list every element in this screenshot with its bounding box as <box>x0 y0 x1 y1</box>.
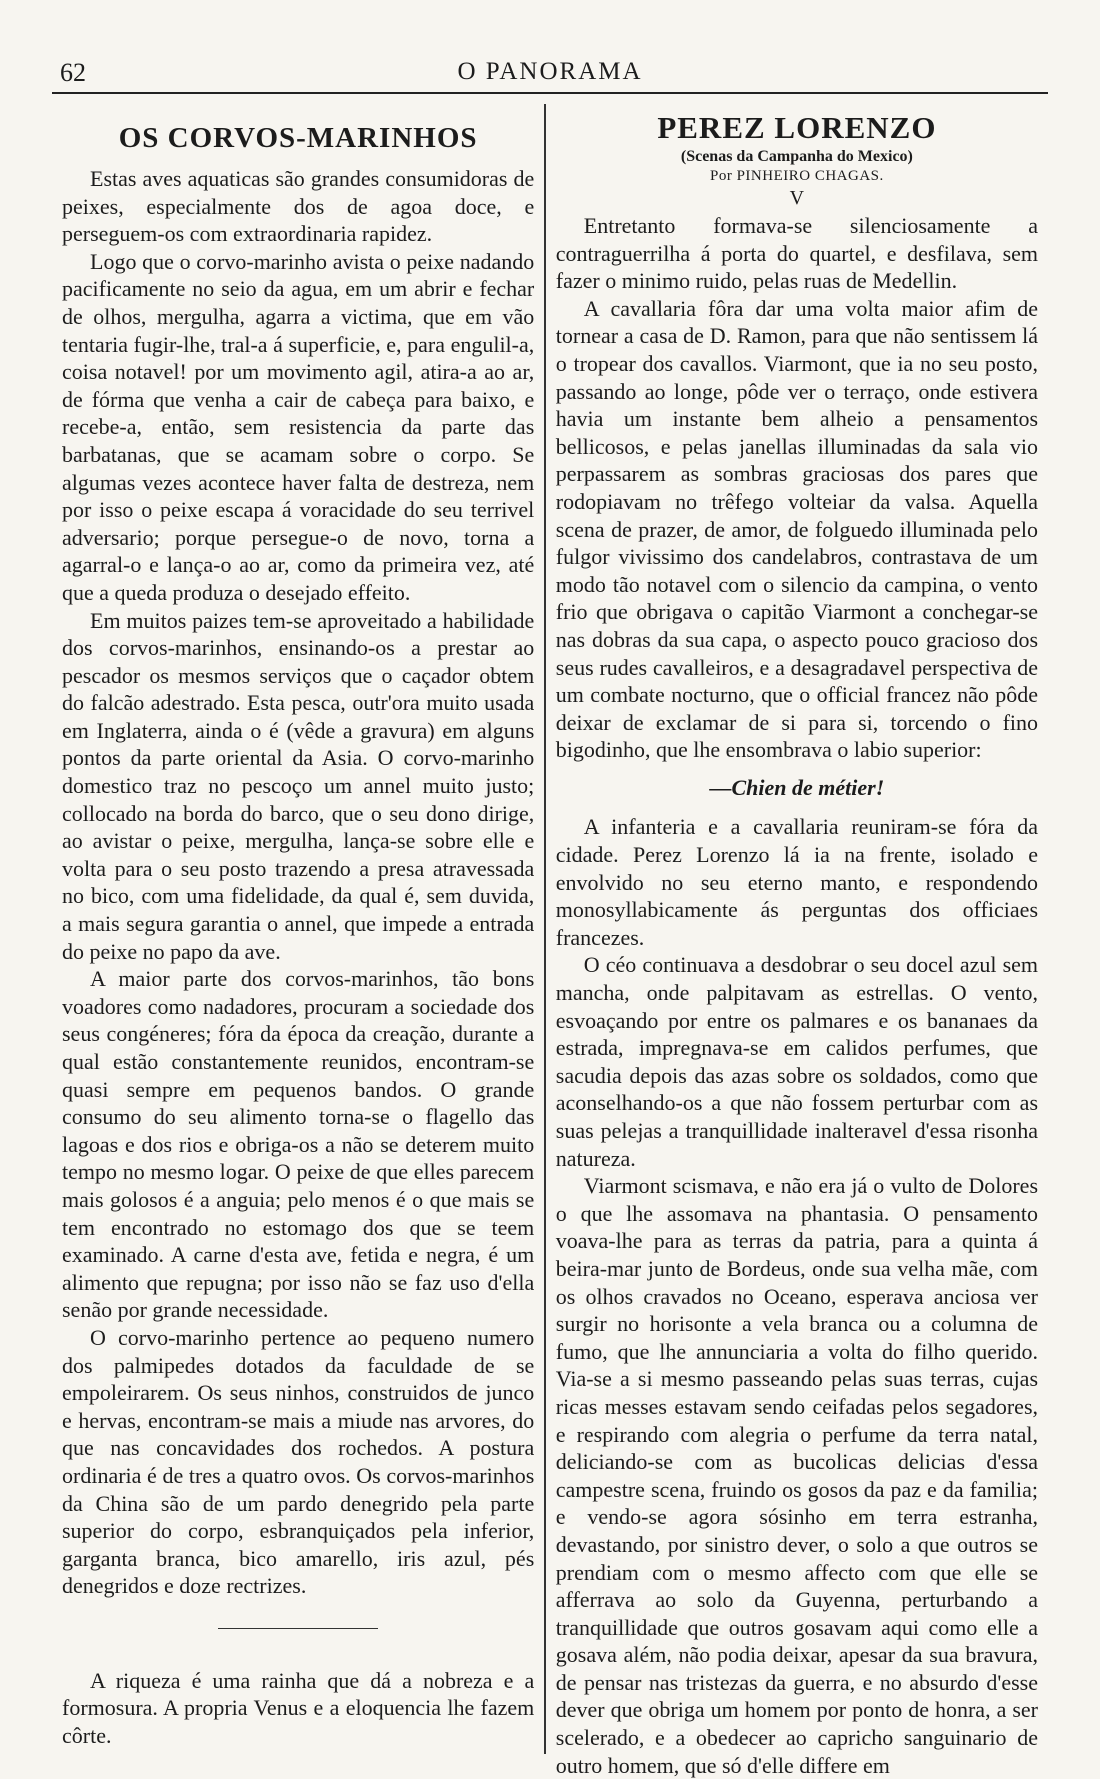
article-title-perez-lorenzo: PEREZ LORENZO <box>657 110 937 145</box>
exclamation-quote: —Chien de métier! <box>709 774 885 800</box>
left-column <box>52 104 544 1779</box>
article-paragraph: O corvo-marinho pertence ao pequeno numero dos palmipedes dotados da faculdade de se empoleirarem. Os seus ninhos, construidos de junco e hervas, encontram-se mais a miude nas arvores, do que nas concavidades dos rochedos. A postura ordinaria é de tres a quatro ovos. Os corvos-marinhos da China são de um pardo denegrido pela parte superior do corpo, esbranquiçados pela inferior, garganta branca, bico amarello, iris azul, pés denegridos e doze rectrizes. <box>62 1324 535 1599</box>
chapter-number: V <box>789 187 805 209</box>
article-paragraph: Logo que o corvo-marinho avista o peixe nadando pacificamente no seio da agua, em um abrir e fechar de olhos, mergulha, agarra a victima, que em vão tentaria fugir-lhe, tral-a á superficie, e, para engulil-a, coisa notavel! por um movimento agil, atira-a ao ar, de fórma que venha a cair de cabeça para baixo, e recebe-a, então, sem resistencia da parte das barbatanas, que se acamam sobre o corpo. Se algumas vezes acontece haver falta de destreza, nem por isso o peixe escapa á voracidade do seu terrivel adversario; porque persegue-o de novo, torna a agarral-o e lança-o ao ar, como da primeira vez, até que a queda produza o desejado effeito. <box>62 248 535 605</box>
right-column <box>546 104 1048 1779</box>
article-columns <box>52 104 1048 1779</box>
article-paragraph: A cavallaria fôra dar uma volta maior afim de tornear a casa de D. Ramon, para que não sentissem lá o tropear dos cavallos. Viarmont, que ia no seu posto, passando ao longe, pôde ver o terraço, onde estivera havia um instante bem alheio a pensamentos bellicosos, e pelas janellas illuminadas da sala vio perpassarem as sombras graciosas dos pares que rodopiavam no trêfego volteiar da valsa. Aquella scena de prazer, de amor, de folguedo illuminada pelo fulgor vivissimo dos candelabros, contrastava de um modo tão notavel com o silencio da campina, o vento frio que obrigava o capitão Viarmont a conchegar-se nas dobras da sua capa, o aspecto pouco gracioso dos seus rudes cavalleiros, e a desagradavel perspectiva de um combate nocturno, que o official francez não pôde deixar de exclamar de si para si, torcendo o fino bigodinho, que lhe ensombrava o labio superior: <box>555 295 1039 763</box>
article-paragraph: A infanteria e a cavallaria reuniram-se fóra da cidade. Perez Lorenzo lá ia na frente, isolado e envolvido no seu eterno manto, e respondendo monosyllabicamente ás perguntas dos officiaes francezes. <box>555 814 1039 950</box>
page-number: 62 <box>60 58 86 87</box>
article-paragraph: A maior parte dos corvos-marinhos, tão bons voadores como nadadores, procuram a sociedade dos seus congéneres; fóra da época da creação, durante a qual estão constantemente reunidos, encontram-se quasi sempre em pequenos bandos. O grande consumo do seu alimento torna-se o flagello das lagoas e dos rios e obriga-os a não se deterem muito tempo no mesmo logar. O peixe de que elles parecem mais golosos é a anguia; pelo menos é o que mais se tem encontrado no estomago dos que se teem examinado. A carne d'esta ave, fetida e negra, é um alimento que repugna; por isso não se faz uso d'ella senão por grande necessidade. <box>62 966 535 1323</box>
article-title-corvos: OS CORVOS-MARINHOS <box>118 122 478 154</box>
article-paragraph: Entretanto formava-se silenciosamente a contraguerrilha á porta do quartel, e desfilava, sem fazer o minimo ruido, pelas ruas de Medellin. <box>555 213 1039 294</box>
maxim-paragraph: A riqueza é uma rainha que dá a nobreza e a formosura. A propria Venus e a eloquencia lhe fazem côrte. <box>62 1667 535 1749</box>
article-byline: Por PINHEIRO CHAGAS. <box>710 168 884 184</box>
article-paragraph: Viarmont scismava, e não era já o vulto de Dolores o que lhe assomava na phantasia. O pensamento voava-lhe para as terras da patria, para a quinta á beira-mar junto de Bordeus, onde sua velha mãe, com os olhos cravados no Oceano, esperava anciosa ver surgir no horisonte a vela branca ou a columna de fumo, que lhe annunciaria a volta do filho querido. Via-se a si mesmo passeando pelas suas terras, cujas ricas messes estavam sendo ceifadas pelos segadores, e respirando com alegria o perfume da terra natal, deliciando-se com as bucolicas delicias d'essa campestre scena, fruindo os gosos da paz e da familia; e vendo-se agora sósinho em terra estranha, devastando, por sinistro dever, o solo a que outros se prendiam com o mesmo affecto com que elle se afferrava ao solo da Guyenna, perturbando a tranquillidade que outros gosavam aqui como elle a gosava além, não podia deixar, apesar da sua bravura, de pensar nas tristezas da guerra, e no absurdo d'esse dever que obriga um homem por ponto de honra, a ser scelerado, e a obedecer ao capricho sanguinario de outro homem, que só d'elle differe em <box>555 1173 1039 1778</box>
section-divider <box>218 1628 378 1629</box>
article-paragraph: Estas aves aquaticas são grandes consumidoras de peixes, especialmente dos de agoa doce, e perseguem-os com extraordinaria rapidez. <box>62 166 535 247</box>
journal-title: O PANORAMA <box>457 58 643 85</box>
article-paragraph: O céo continuava a desdobrar o seu docel azul sem mancha, onde palpitavam as estrellas. O vento, esvoaçando por entre os palmares e os bananaes da estrada, impregnava-se em calidos perfumes, que sacudia depois das azas sobre os soldados, como que aconselhando-os a que não fossem perturbar com as suas pelejas a tranquillidade inalteravel d'essa risonha natureza. <box>555 952 1039 1171</box>
running-head <box>52 52 1048 94</box>
article-paragraph: Em muitos paizes tem-se aproveitado a habilidade dos corvos-marinhos, ensinando-os a prestar ao pescador os mesmos serviços que o caçador obtem do falcão adestrado. Esta pesca, outr'ora muito usada em Inglaterra, ainda o é (vêde a gravura) em alguns pontos da parte oriental da Asia. O corvo-marinho domestico traz no pescoço um annel muito justo; collocado na borda do barco, que o seu dono dirige, ao avistar o peixe, mergulha, lança-se sobre elle e volta para o seu posto trazendo a presa atravessada no bico, com uma fidelidade, da qual é, sem duvida, a mais segura garantia o annel, que impede a entrada do peixe no papo da ave. <box>62 607 535 964</box>
article-subtitle: (Scenas da Campanha do Mexico) <box>680 148 913 165</box>
